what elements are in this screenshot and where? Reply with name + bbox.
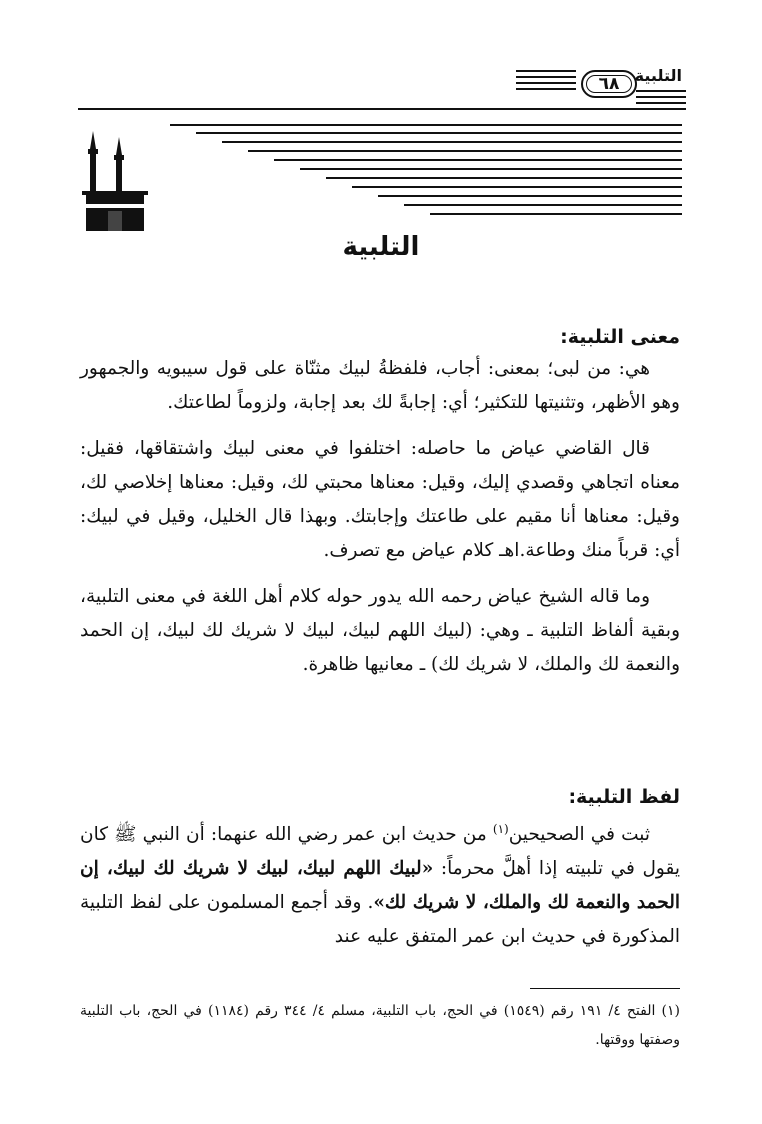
- running-title: التلبية: [634, 66, 682, 85]
- paragraph: وما قاله الشيخ عياض رحمه الله يدور حوله كلام أهل اللغة في معنى التلبية، وبقية ألفاظ التلبية ـ وهي: (لبيك اللهم لبيك، لبيك لا شريك لك لبيك، إن الحمد والنعمة لك والملك، لا شريك لك) ـ معانيها ظاهرة.: [80, 586, 680, 675]
- chapter-title: التلبية: [342, 232, 420, 262]
- paragraph: [80, 812, 680, 954]
- text-run: من حديث ابن عمر رضي الله عنهما: أن النبي ﷺ كان يقول في تلبيته إذا أهلَّ محرماً:: [80, 824, 680, 880]
- header-divider: [78, 108, 683, 110]
- paragraph: قال القاضي عياض ما حاصله: اختلفوا في معنى لبيك واشتقاقها، فقيل: معناه اتجاهي وقصدي إليك، وقيل: معناها محبتي لك، وقيل: معناها إخلاصي لك، وقيل: معناها أنا مقيم على طاعتك وإجابتك. وبهذا قال الخليل، وقيل في لبيك: أي: قرباً منك وطاعة.اهـ كلام عياض مع تصرف.: [80, 438, 680, 561]
- page-number: ٦٨: [581, 70, 637, 98]
- text-run: . وقد أجمع المسلمون على لفظ التلبية المذكورة في حديث ابن عمر المتفق عليه عند: [80, 892, 680, 948]
- page-number-rule-left: [516, 70, 576, 94]
- section-heading: لفظ التلبية:: [568, 786, 680, 808]
- footnote: (١) الفتح ٤/ ١٩١ رقم (١٥٤٩) في الحج، باب التلبية، مسلم ٤/ ٣٤٤ رقم (١١٨٤) في الحج، باب التلبية وصفتها ووقتها.: [80, 1003, 680, 1048]
- header-rule-right: [636, 90, 686, 114]
- footnote-divider: [530, 988, 680, 989]
- kaaba-minaret-icon: [78, 125, 152, 233]
- section-wording: [80, 786, 680, 954]
- footnote-ref: (١): [492, 822, 509, 836]
- section-heading: معنى التلبية:: [560, 326, 680, 348]
- talbiyah-quote: «لبيك اللهم لبيك، لبيك لا شريك لك لبيك، إن الحمد والنعمة لك والملك، لا شريك لك»: [80, 858, 680, 914]
- text-run: ثبت في الصحيحين: [508, 824, 651, 846]
- paragraph: هي: من لبى؛ بمعنى: أجاب، فلفظةُ لبيك مثنّاة على قول سيبويه والجمهور وهو الأظهر، وتثنيتها للتكثير؛ أي: إجابةً لك بعد إجابة، ولزوماً لطاعتك.: [80, 358, 680, 413]
- section-meaning: [80, 326, 680, 682]
